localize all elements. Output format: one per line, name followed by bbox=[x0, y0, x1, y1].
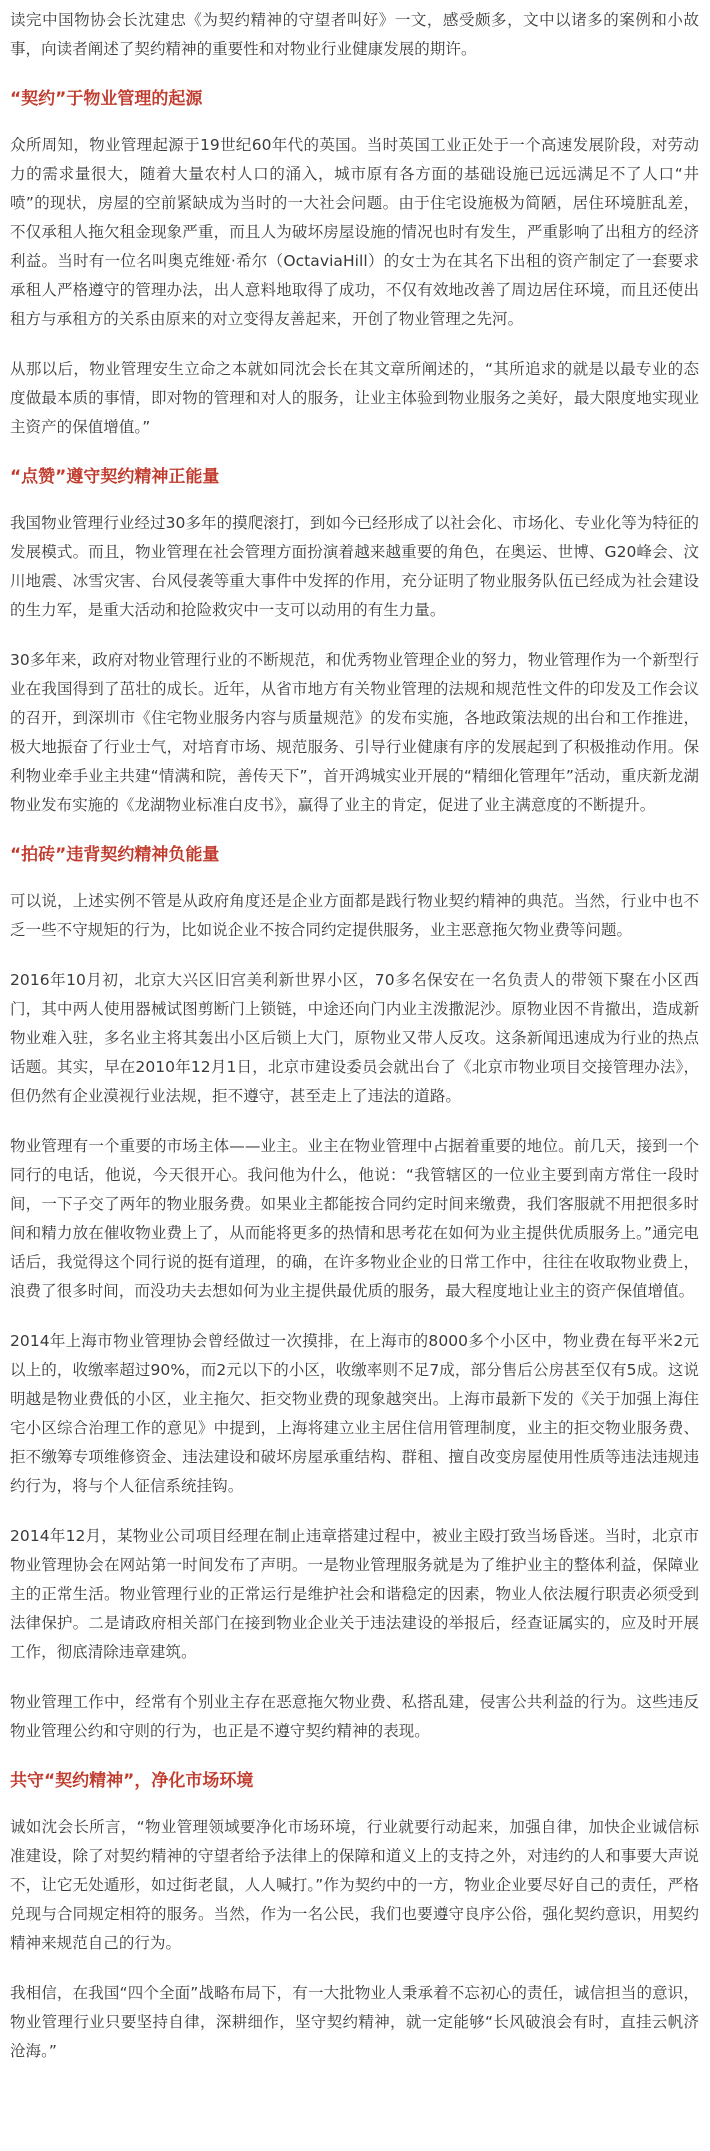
section-heading-criticism: “拍砖”违背契约精神负能量 bbox=[10, 845, 220, 865]
section-heading-cooperation: 共守“契约精神”，净化市场环境 bbox=[10, 1771, 254, 1791]
paragraph-praise-development: 我国物业管理行业经过30多年的摸爬滚打，到如今已经形成了以社会化、市场化、专业化等为特征的发展模式。而且，物业管理在社会管理方面扮演着越来越重要的角色，在奥运、世博、G20峰会、汶川地震、冰雪灾害、台风侵袭等重大事件中发挥的作用，充分证明了物业服务队伍已经成为社会建设的生力军，是重大活动和抢险救灾中一支可以动用的有生力量。 bbox=[10, 514, 699, 619]
paragraph-criticism-summary: 物业管理工作中，经常有个别业主存在恶意拖欠物业费、私搭乱建，侵害公共利益的行为。这些违反物业管理公约和守则的行为，也正是不遵守契约精神的表现。 bbox=[10, 1693, 699, 1740]
paragraph-origin-mission: 从那以后，物业管理安生立命之本就如同沈会长在其文章所阐述的，“其所追求的就是以最专业的态度做最本质的事情，即对物的管理和对人的服务，让业主体验到物业服务之美好，最大限度地实现业主资产的保值增值。” bbox=[10, 360, 699, 436]
paragraph-criticism-intro: 可以说，上述实例不管是从政府角度还是企业方面都是践行物业契约精神的典范。当然，行业中也不乏一些不守规矩的行为，比如说企业不按合同约定提供服务，业主恶意拖欠物业费等问题。 bbox=[10, 892, 699, 939]
section-heading-praise: “点赞”遵守契约精神正能量 bbox=[10, 467, 220, 487]
paragraph-praise-regulation: 30多年来，政府对物业管理行业的不断规范，和优秀物业管理企业的努力，物业管理作为一个新型行业在我国得到了茁壮的成长。近年，从省市地方有关物业管理的法规和规范性文件的印发及工作会议的召开，到深圳市《住宅物业服务内容与质量规范》的发布实施，各地政策法规的出台和工作推进，极大地振奋了行业士气，对培育市场、规范服务、引导行业健康有序的发展起到了积极推动作用。保利物业牵手业主共建“情满和院，善传天下”，首开鸿城实业开展的“精细化管理年”活动，重庆新龙湖物业发布实施的《龙湖物业标准白皮书》，赢得了业主的肯定，促进了业主满意度的不断提升。 bbox=[10, 651, 699, 814]
intro-paragraph: 读完中国物协会长沈建忠《为契约精神的守望者叫好》一文，感受颇多，文中以诸多的案例和小故事，向读者阐述了契约精神的重要性和对物业行业健康发展的期许。 bbox=[10, 11, 699, 58]
section-heading-origin: “契约”于物业管理的起源 bbox=[10, 89, 203, 109]
paragraph-cooperation-quote: 诚如沈会长所言，“物业管理领域要净化市场环境，行业就要行动起来，加强自律，加快企业诚信标准建设，除了对契约精神的守望者给予法律上的保障和道义上的支持之外，对违约的人和事要大声说不，让它无处遁形，如过街老鼠，人人喊打。”作为契约中的一方，物业企业要尽好自己的责任，严格兑现与合同规定相符的服务。当然，作为一名公民，我们也要遵守良序公俗，强化契约意识，用契约精神来规范自己的行为。 bbox=[10, 1818, 699, 1952]
paragraph-origin-history: 众所周知，物业管理起源于19世纪60年代的英国。当时英国工业正处于一个高速发展阶段，对劳动力的需求量很大，随着大量农村人口的涌入，城市原有各方面的基础设施已远远满足不了人口“井喷”的现状，房屋的空前紧缺成为当时的一大社会问题。由于住宅设施极为简陋，居住环境脏乱差，不仅承租人拖欠租金现象严重，而且人为破坏房屋设施的情况也时有发生，严重影响了出租方的经济利益。当时有一位名叫奥克维娅·希尔（OctaviaHill）的女士为在其名下出租的资产制定了一套要求承租人严格遵守的管理办法，出人意料地取得了成功，不仅有效地改善了周边居住环境，而且还使出租方与承租方的关系由原来的对立变得友善起来，开创了物业管理之先河。 bbox=[10, 136, 699, 328]
paragraph-cooperation-conclusion: 我相信，在我国“四个全面”战略布局下，有一大批物业人秉承着不忘初心的责任，诚信担当的意识，物业管理行业只要坚持自律，深耕细作，坚守契约精神，就一定能够“长风破浪会有时，直挂云帆济沧海。” bbox=[10, 1984, 699, 2060]
paragraph-criticism-shanghai-survey: 2014年上海市物业管理协会曾经做过一次摸排，在上海市的8000多个小区中，物业费在每平米2元以上的，收缴率超过90%，而2元以下的小区，收缴率则不足7成，部分售后公房甚至仅有5成。这说明越是物业费低的小区，业主拖欠、拒交物业费的现象越突出。上海市最新下发的《关于加强上海住宅小区综合治理工作的意见》中提到，上海将建立业主居住信用管理制度，业主的拒交物业服务费、拒不缴筹专项维修资金、违法建设和破坏房屋承重结构、群租、擅自改变房屋使用性质等违法违规违约行为，将与个人征信系统挂钩。 bbox=[10, 1332, 699, 1495]
paragraph-criticism-beijing-case: 2016年10月初，北京大兴区旧宫美利新世界小区，70多名保安在一名负责人的带领下聚在小区西门，其中两人使用器械试图剪断门上锁链，中途还向门内业主泼撒泥沙。原物业因不肯撤出，造成新物业难入驻，多名业主将其轰出小区后锁上大门，原物业又带人反攻。这条新闻迅速成为行业的热点话题。其实，早在2010年12月1日，北京市建设委员会就出台了《北京市物业项目交接管理办法》，但仍然有企业漠视行业法规，拒不遵守，甚至走上了违法的道路。 bbox=[10, 971, 699, 1105]
paragraph-criticism-owner-fees: 物业管理有一个重要的市场主体——业主。业主在物业管理中占据着重要的地位。前几天，接到一个同行的电话，他说，今天很开心。我问他为什么，他说：“我管辖区的一位业主要到南方常住一段时间，一下子交了两年的物业服务费。如果业主都能按合同约定时间来缴费，我们客服就不用把很多时间和精力放在催收物业费上了，从而能将更多的热情和思考花在如何为业主提供优质服务上。”通完电话后，我觉得这个同行说的挺有道理，的确，在许多物业企业的日常工作中，往往在收取物业费上，浪费了很多时间，而没功夫去想如何为业主提供最优质的服务，最大程度地让业主的资产保值增值。 bbox=[10, 1137, 699, 1300]
paragraph-criticism-assault-case: 2014年12月，某物业公司项目经理在制止违章搭建过程中，被业主殴打致当场昏迷。当时，北京市物业管理协会在网站第一时间发布了声明。一是物业管理服务就是为了维护业主的整体利益，保障业主的正常生活。物业管理行业的正常运行是维护社会和谐稳定的因素，物业人依法履行职责必须受到法律保护。二是请政府相关部门在接到物业企业关于违法建设的举报后，经查证属实的，应及时开展工作，彻底清除违章建筑。 bbox=[10, 1527, 699, 1661]
